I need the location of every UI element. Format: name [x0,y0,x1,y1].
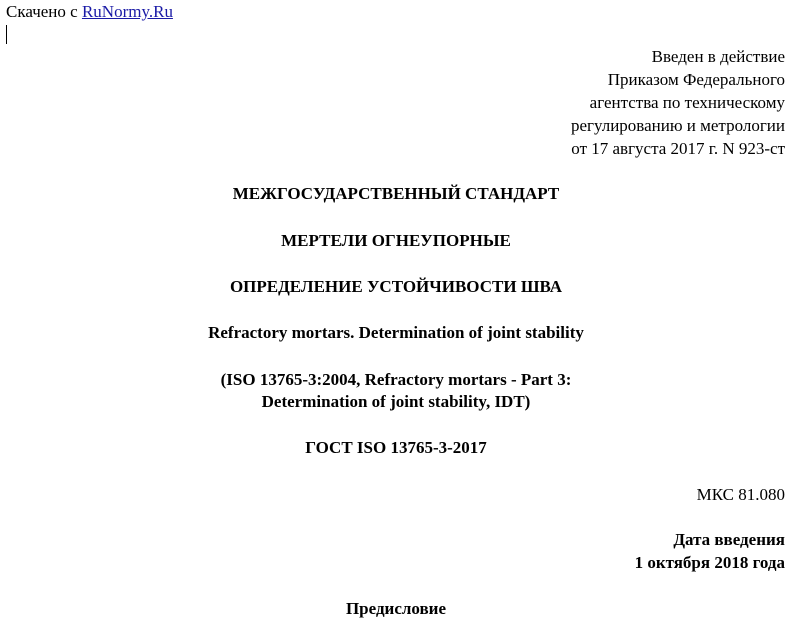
gost-number: ГОСТ ISO 13765-3-2017 [305,438,487,457]
foreword-heading: Предисловие [345,599,447,618]
effective-date-value: 1 октября 2018 года [634,553,785,572]
effective-date-label: Дата введения [673,530,785,549]
enactment-line: от 17 августа 2017 г. N 923-ст [571,139,785,158]
source-line [6,0,173,23]
source-prefix: Скачено с [6,2,82,21]
standard-type-heading: МЕЖГОСУДАРСТВЕННЫЙ СТАНДАРТ [232,184,560,203]
enactment-line: агентства по техническому [589,93,785,112]
enactment-line: регулированию и метрологии [570,116,785,135]
text-cursor [6,25,7,44]
standard-subject-heading: МЕРТЕЛИ ОГНЕУПОРНЫЕ [281,231,511,250]
iso-reference-line-2: Determination of joint stability, IDT) [261,392,531,411]
enactment-line: Приказом Федерального [607,70,785,89]
enactment-block [571,45,785,160]
enactment-line: Введен в действие [651,47,785,66]
mks-code: МКС 81.080 [696,485,785,504]
standard-method-heading: ОПРЕДЕЛЕНИЕ УСТОЙЧИВОСТИ ШВА [229,277,563,296]
source-link[interactable]: RuNormy.Ru [81,2,173,21]
iso-reference-line-1: (ISO 13765-3:2004, Refractory mortars - Part 3: [220,370,572,389]
english-title: Refractory mortars. Determination of joint stability [208,323,584,342]
